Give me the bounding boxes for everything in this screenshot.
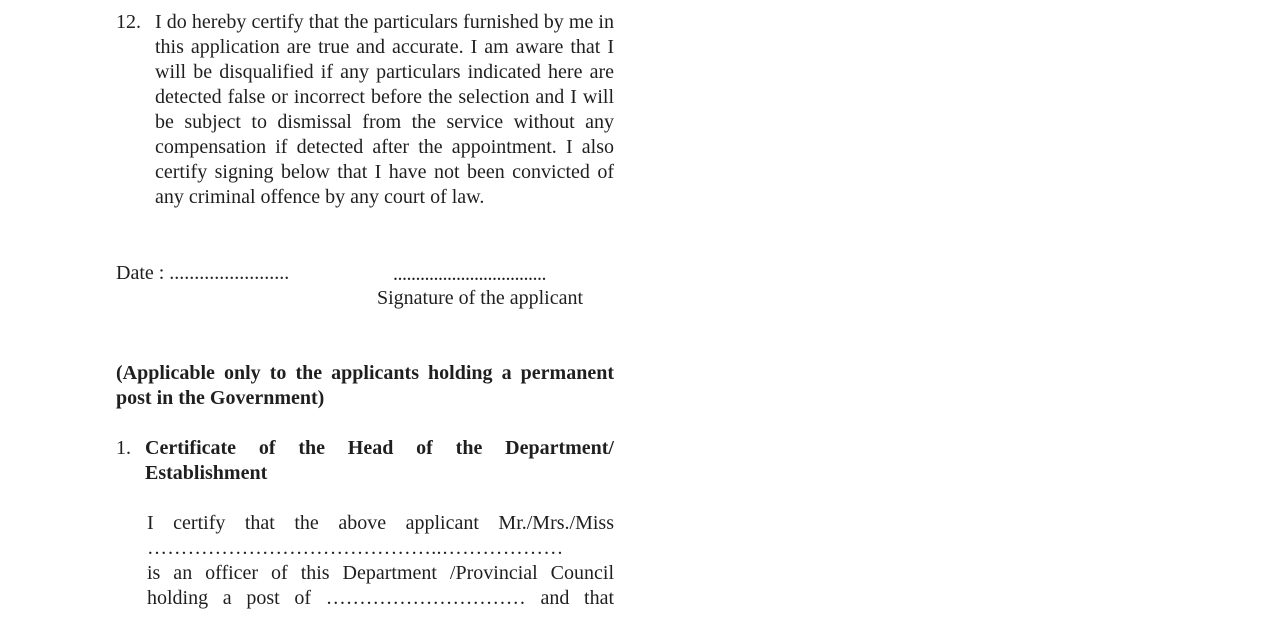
item-number: 12.	[116, 11, 141, 33]
certificate-body	[147, 511, 614, 611]
certificate-heading	[145, 436, 614, 486]
certificate-heading-line1: Certificate of the Head of the Department/	[145, 437, 614, 459]
applicable-note: (Applicable only to the applicants holding a permanent post in the Government)	[116, 362, 614, 409]
certificate-number: 1.	[116, 437, 131, 459]
certificate-line-3: is an officer of this Department /Provincial Council	[147, 562, 614, 584]
certificate-line-1: I certify that the above applicant Mr./Mrs./Miss	[147, 512, 614, 534]
certificate-heading-line2: Establishment	[145, 462, 268, 484]
signature-line: ..................................	[393, 263, 546, 285]
signature-label: Signature of the applicant	[377, 287, 584, 309]
declaration-paragraph: I do hereby certify that the particulars furnished by me in this application are true and accurate. I am aware that I will be disqualified if any particulars indicated here are detected false or incorrect before the selection and I will be subject to dismissal from the service without any compensation if detected after the appointment. I also certify signing below that I have not been convicted of any criminal offence by any court of law.	[155, 11, 614, 208]
certificate-line-2: ……………………………………..………………	[147, 537, 564, 559]
date-field: Date : ........................	[116, 262, 290, 284]
certificate-line-4: holding a post of ………………………… and that	[147, 587, 614, 609]
